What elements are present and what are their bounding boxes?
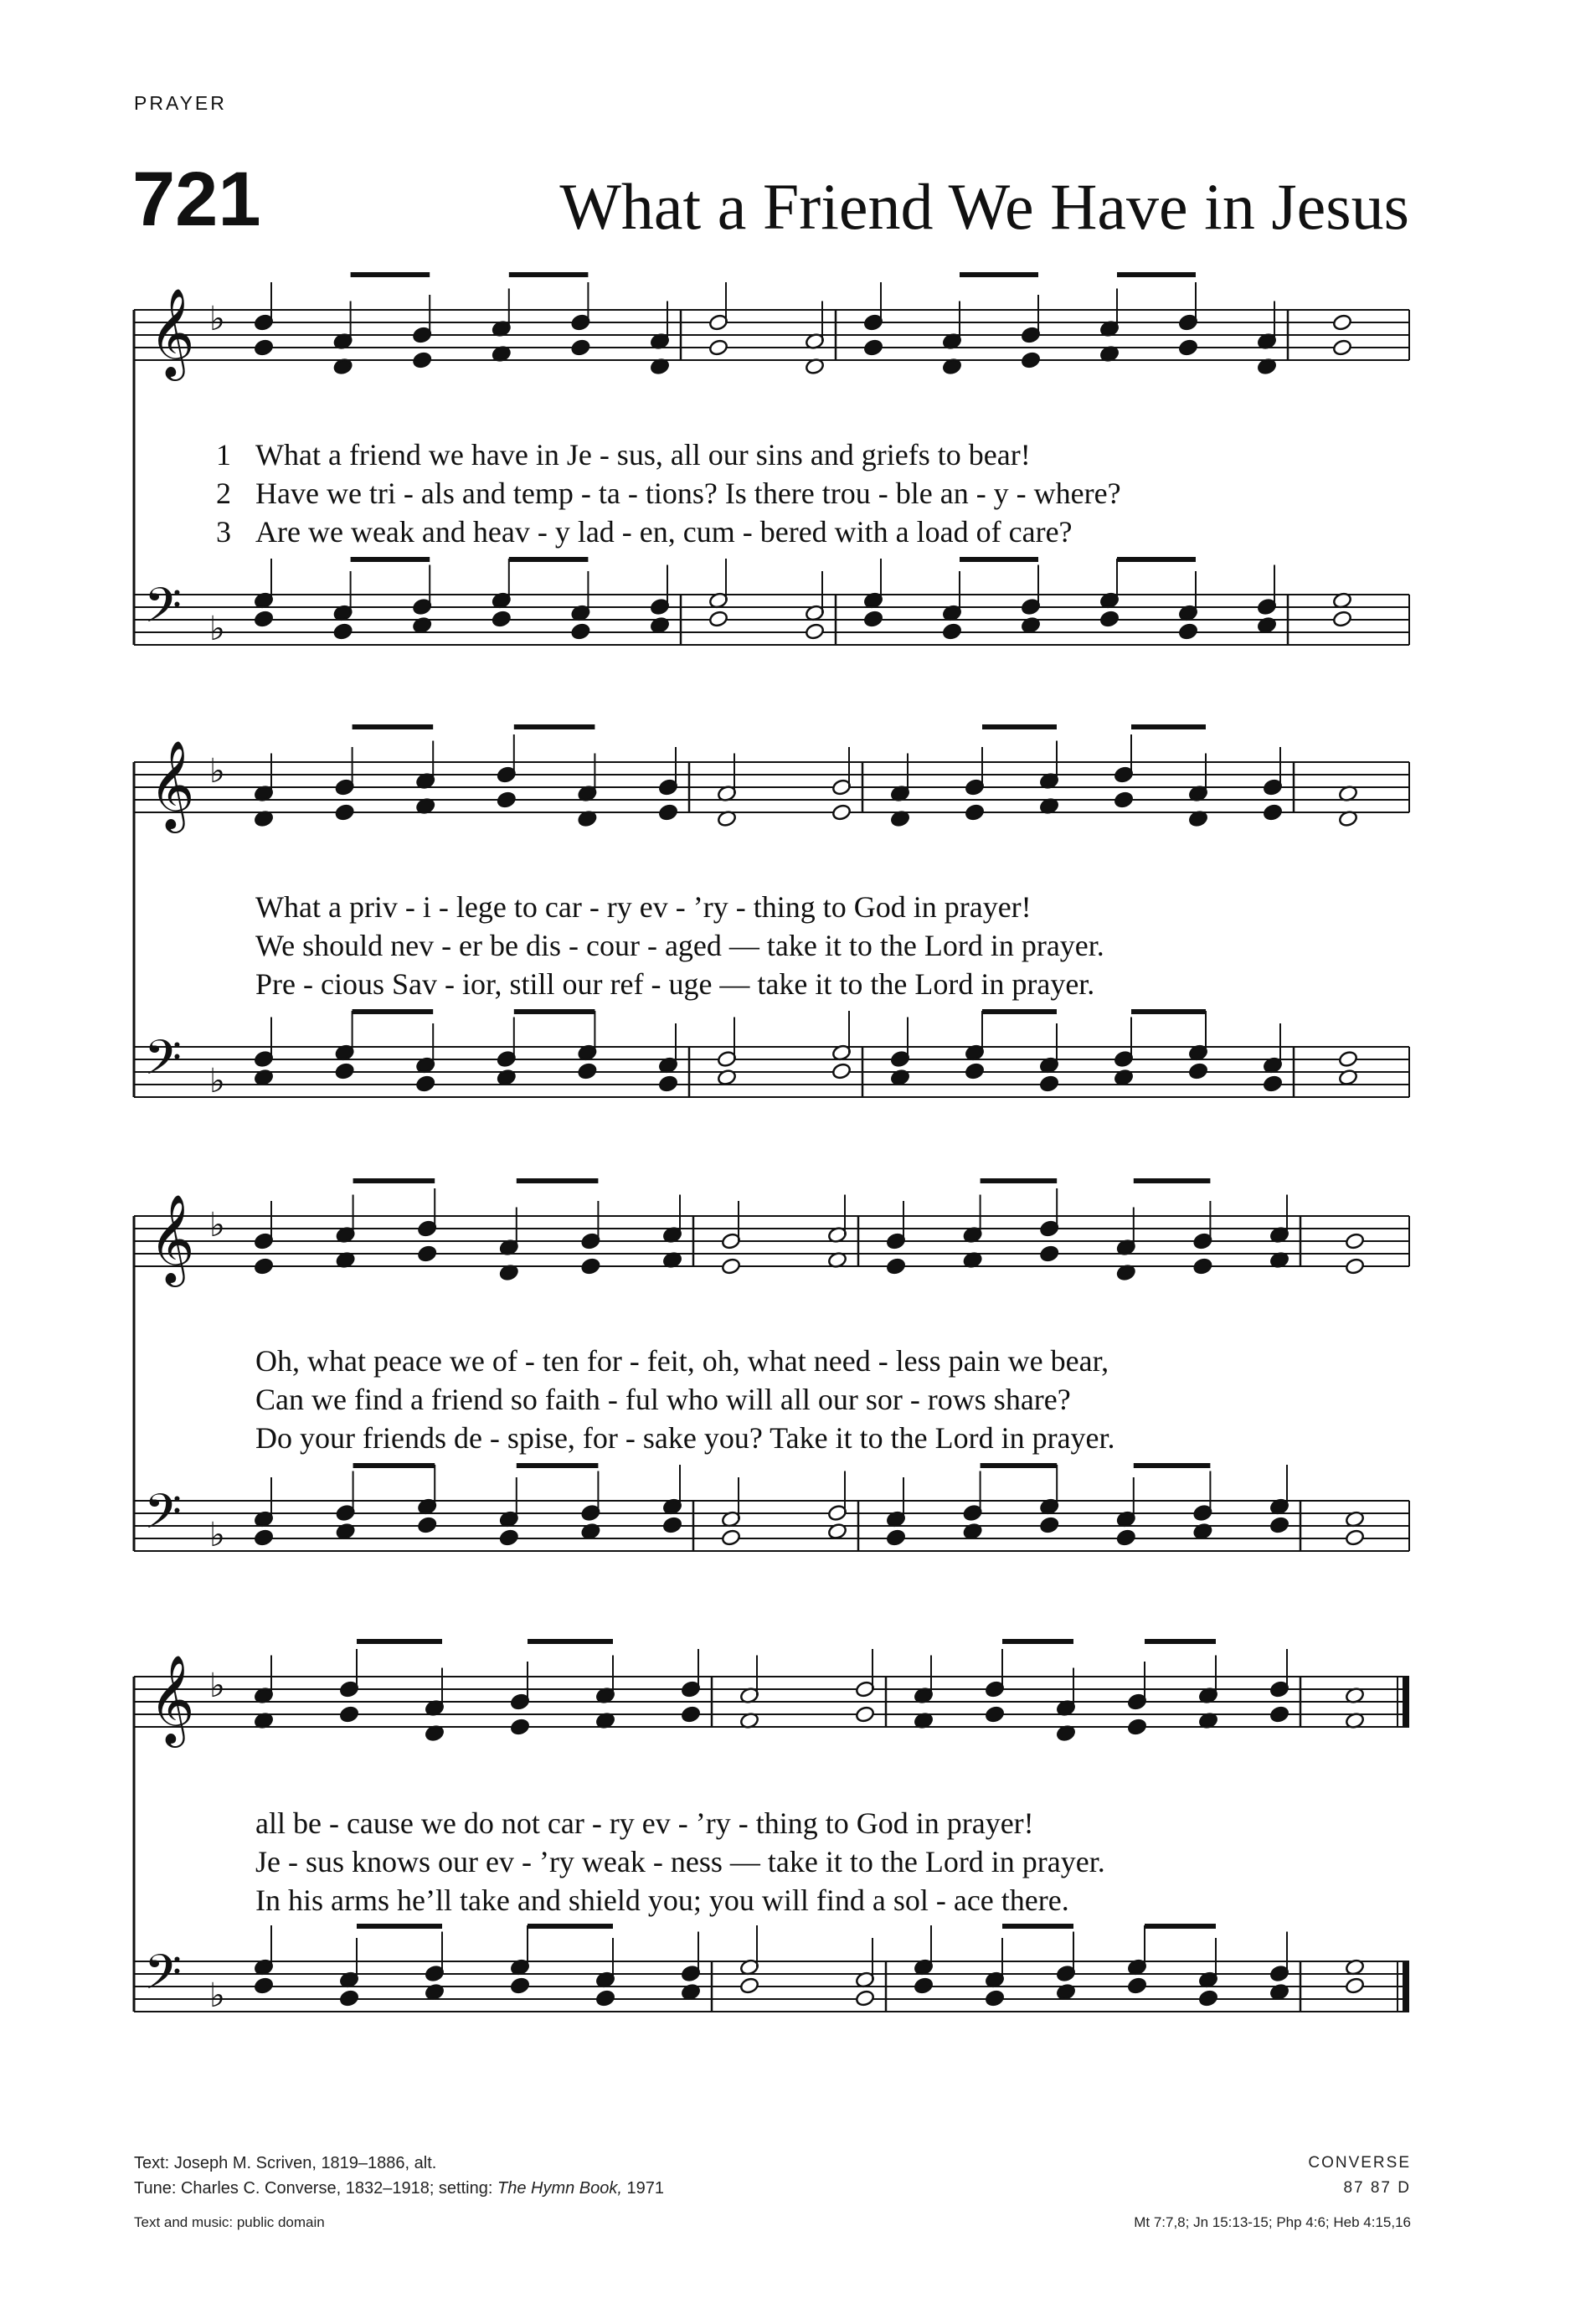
note-head bbox=[254, 1976, 274, 1994]
note-head bbox=[886, 1257, 906, 1275]
note-head bbox=[681, 1705, 701, 1723]
note-head bbox=[1269, 1705, 1289, 1723]
note-beam bbox=[960, 557, 1038, 562]
note-head bbox=[570, 338, 590, 356]
note-head bbox=[412, 351, 432, 368]
note-head bbox=[1021, 351, 1041, 368]
note-head bbox=[417, 1516, 437, 1533]
note-beam bbox=[357, 1924, 442, 1929]
note-head bbox=[708, 610, 728, 627]
note-head bbox=[254, 610, 274, 627]
lyric-line: Do your friends de - spise, for - sake you? Take it to the Lord in prayer. bbox=[255, 1421, 1115, 1455]
note-beam bbox=[981, 1178, 1058, 1183]
note-head bbox=[914, 1976, 934, 1994]
tune-source: The Hymn Book, bbox=[497, 2179, 622, 2198]
note-head bbox=[721, 1257, 741, 1275]
note-beam bbox=[353, 724, 434, 729]
note-beam bbox=[517, 1463, 599, 1468]
treble-clef-icon: 𝄞 bbox=[149, 1193, 195, 1283]
bass-clef-icon: 𝄢 bbox=[144, 1029, 183, 1098]
treble-clef-icon: 𝄞 bbox=[149, 287, 195, 377]
treble-clef-icon: 𝄞 bbox=[149, 1654, 195, 1744]
note-head bbox=[510, 1718, 530, 1735]
note-beam bbox=[1134, 1178, 1211, 1183]
text-credit-value: Joseph M. Scriven, 1819–1886, alt. bbox=[173, 2154, 437, 2172]
note-head bbox=[1332, 338, 1352, 356]
note-beam bbox=[1131, 1009, 1206, 1014]
tune-credit bbox=[134, 2179, 664, 2198]
note-head bbox=[1269, 1516, 1289, 1533]
note-head bbox=[333, 622, 353, 640]
note-head bbox=[662, 1516, 682, 1533]
note-beam bbox=[351, 272, 430, 277]
note-head bbox=[1039, 1516, 1059, 1533]
treble-clef-icon: 𝄞 bbox=[149, 739, 195, 829]
note-head bbox=[1332, 610, 1352, 627]
hymn-number: 721 bbox=[132, 157, 261, 242]
final-barline bbox=[1403, 1961, 1409, 2012]
tune-name: CONVERSE bbox=[1308, 2154, 1411, 2172]
scripture-references: Mt 7:7,8; Jn 15:13-15; Php 4:6; Heb 4:15,16 bbox=[1134, 2214, 1411, 2230]
note-beam bbox=[1145, 1639, 1216, 1644]
note-head bbox=[1178, 338, 1198, 356]
bass-clef-icon: 𝄢 bbox=[144, 577, 183, 646]
lyric-line: In his arms he’ll take and shield you; you will find a sol - ace there. bbox=[255, 1883, 1069, 1917]
note-head bbox=[721, 1528, 741, 1546]
note-head bbox=[855, 1989, 875, 2007]
text-credit bbox=[134, 2154, 436, 2173]
note-beam bbox=[351, 557, 430, 562]
note-beam bbox=[960, 272, 1038, 277]
note-head bbox=[595, 1989, 615, 2007]
note-head bbox=[965, 803, 985, 821]
lyric-line: What a friend we have in Je - sus, all our sins and griefs to bear! bbox=[255, 438, 1031, 471]
note-head bbox=[1116, 1528, 1136, 1546]
note-beam bbox=[509, 272, 589, 277]
lyric-line: Pre - cious Sav - ior, still our ref - uge — take it to the Lord in prayer. bbox=[255, 967, 1095, 1001]
note-head bbox=[1338, 1050, 1358, 1068]
flat-key-signature-icon: ♭ bbox=[209, 752, 225, 791]
lyric-line: all be - cause we do not car - ry ev - ’ry - thing to God in prayer! bbox=[255, 1806, 1034, 1840]
note-head bbox=[339, 1705, 359, 1723]
note-beam bbox=[528, 1639, 613, 1644]
lyric-line: We should nev - er be dis - cour - aged — take it to the Lord in prayer. bbox=[255, 929, 1104, 962]
bass-clef-icon: 𝄢 bbox=[144, 1944, 183, 2012]
note-head bbox=[335, 1062, 355, 1080]
note-head bbox=[1039, 1074, 1059, 1092]
note-head bbox=[1039, 1244, 1059, 1262]
lyric-line: Have we tri - als and temp - ta - tions? Is there trou - ble an - y - where? bbox=[255, 477, 1121, 510]
note-head bbox=[1263, 803, 1283, 821]
note-head bbox=[510, 1976, 530, 1994]
note-head bbox=[805, 622, 825, 640]
stanza-number-3: 3 bbox=[216, 515, 231, 549]
note-head bbox=[577, 1062, 597, 1080]
note-head bbox=[335, 803, 355, 821]
note-beam bbox=[1002, 1924, 1073, 1929]
note-head bbox=[985, 1705, 1005, 1723]
flat-key-signature-icon: ♭ bbox=[209, 1062, 225, 1100]
note-head bbox=[1127, 1976, 1147, 1994]
copyright-notice: Text and music: public domain bbox=[134, 2214, 325, 2230]
note-beam bbox=[1145, 1924, 1216, 1929]
flat-key-signature-icon: ♭ bbox=[209, 300, 225, 338]
note-beam bbox=[1134, 1463, 1211, 1468]
meter: 87 87 D bbox=[1343, 2179, 1411, 2197]
final-barline bbox=[1403, 1677, 1409, 1727]
bass-clef-icon: 𝄢 bbox=[144, 1483, 183, 1552]
note-head bbox=[1127, 1718, 1147, 1735]
flat-key-signature-icon: ♭ bbox=[209, 1976, 225, 2015]
note-head bbox=[658, 1074, 678, 1092]
note-head bbox=[1099, 610, 1120, 627]
note-head bbox=[1178, 622, 1198, 640]
note-head bbox=[415, 1074, 435, 1092]
note-head bbox=[499, 1528, 519, 1546]
note-head bbox=[965, 1062, 985, 1080]
note-beam bbox=[982, 724, 1057, 729]
note-head bbox=[1114, 791, 1134, 808]
note-beam bbox=[982, 1009, 1057, 1014]
lyric-line: Je - sus knows our ev - ’ry weak - ness — take it to the Lord in prayer. bbox=[255, 1845, 1105, 1878]
note-head bbox=[580, 1257, 600, 1275]
note-head bbox=[863, 610, 883, 627]
note-head bbox=[658, 803, 678, 821]
note-beam bbox=[981, 1463, 1058, 1468]
note-head bbox=[942, 622, 962, 640]
note-head bbox=[570, 622, 590, 640]
note-beam bbox=[509, 557, 589, 562]
note-head bbox=[1192, 1257, 1212, 1275]
flat-key-signature-icon: ♭ bbox=[209, 1667, 225, 1705]
note-head bbox=[1345, 1257, 1365, 1275]
note-beam bbox=[528, 1924, 613, 1929]
tune-credit-value: Charles C. Converse, 1832–1918; setting: bbox=[180, 2179, 493, 2198]
lyric-line: Oh, what peace we of - ten for - feit, oh, what need - less pain we bear, bbox=[255, 1344, 1109, 1378]
note-head bbox=[1198, 1989, 1218, 2007]
note-head bbox=[1345, 1528, 1365, 1546]
note-head bbox=[254, 1528, 274, 1546]
note-head bbox=[254, 1257, 274, 1275]
note-head bbox=[855, 1705, 875, 1723]
hymn-title: What a Friend We Have in Jesus bbox=[559, 170, 1409, 243]
note-head bbox=[1345, 1232, 1365, 1250]
note-head bbox=[1332, 313, 1352, 331]
note-head bbox=[1263, 1074, 1283, 1092]
note-head bbox=[863, 338, 883, 356]
note-beam bbox=[357, 1639, 442, 1644]
note-head bbox=[1188, 1062, 1208, 1080]
note-head bbox=[1345, 1976, 1365, 1994]
flat-key-signature-icon: ♭ bbox=[209, 1516, 225, 1554]
note-head bbox=[739, 1976, 759, 1994]
note-beam bbox=[514, 724, 595, 729]
note-head bbox=[831, 1062, 852, 1080]
note-beam bbox=[353, 1178, 435, 1183]
note-head bbox=[339, 1989, 359, 2007]
note-head bbox=[497, 791, 517, 808]
lyric-line: Are we weak and heav - y lad - en, cum - bered with a load of care? bbox=[255, 515, 1073, 549]
note-beam bbox=[1131, 724, 1206, 729]
note-head bbox=[886, 1528, 906, 1546]
note-head bbox=[831, 803, 852, 821]
stanza-number-2: 2 bbox=[216, 477, 231, 510]
note-head bbox=[985, 1989, 1005, 2007]
flat-key-signature-icon: ♭ bbox=[209, 1206, 225, 1244]
lyric-line: Can we find a friend so faith - ful who will all our sor - rows share? bbox=[255, 1383, 1071, 1416]
note-head bbox=[492, 610, 512, 627]
note-head bbox=[417, 1244, 437, 1262]
flat-key-signature-icon: ♭ bbox=[209, 610, 225, 648]
note-beam bbox=[353, 1463, 435, 1468]
section-label: PRAYER bbox=[134, 92, 227, 114]
note-beam bbox=[517, 1178, 599, 1183]
tune-year: 1971 bbox=[626, 2179, 664, 2198]
note-beam bbox=[1117, 272, 1196, 277]
note-beam bbox=[514, 1009, 595, 1014]
note-beam bbox=[1002, 1639, 1073, 1644]
text-credit-label: Text: bbox=[134, 2154, 170, 2172]
note-head bbox=[708, 338, 728, 356]
stanza-number-1: 1 bbox=[216, 438, 231, 471]
note-beam bbox=[353, 1009, 434, 1014]
note-beam bbox=[1117, 557, 1196, 562]
lyric-line: What a priv - i - lege to car - ry ev - ’ry - thing to God in prayer! bbox=[255, 890, 1032, 924]
note-head bbox=[254, 338, 274, 356]
tune-credit-label: Tune: bbox=[134, 2179, 177, 2198]
